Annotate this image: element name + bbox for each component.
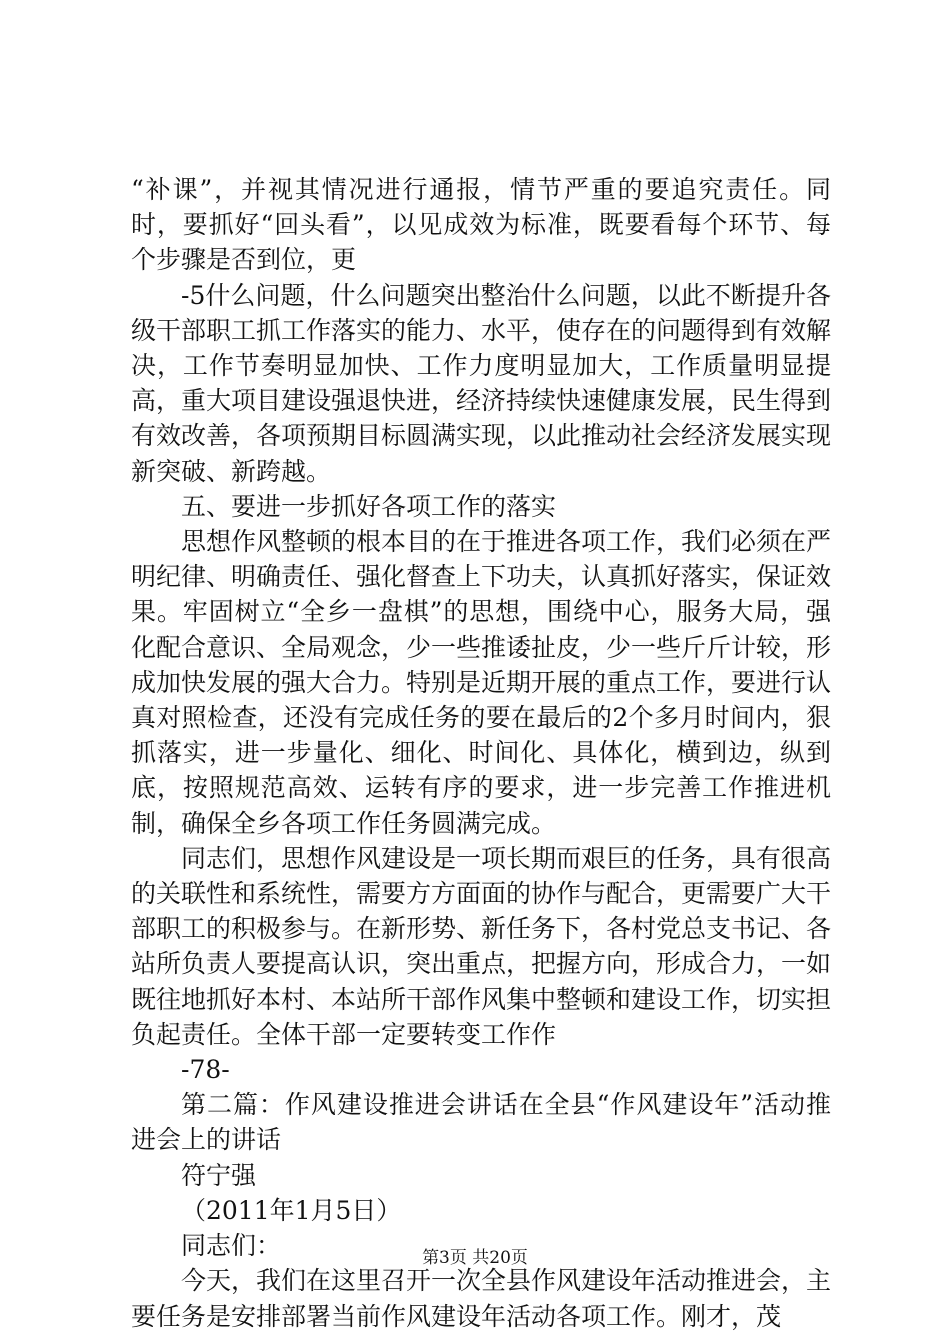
paragraph: 思想作风整顿的根本目的在于推进各项工作，我们必须在严明纪律、明确责任、强化督查上下功夫，认真抓好落实，保证效果。牢固树立“全乡一盘棋”的思想，围绕中心，服务大局，强化配合意识、全局观念，少一些推诿扯皮，少一些斤斤计较，形成加快发展的强大合力。特别是近期开展的重点工作，要进行认真对照检查，还没有完成任务的要在最后的2个多月时间内，狠抓落实，进一步量化、细化、时间化、具体化，横到边，纵到底，按照规范高效、运转有序的要求，进一步完善工作推进机制，确保全乡各项工作任务圆满完成。 [131, 527, 832, 838]
author-name: 符宁强 [181, 1160, 257, 1190]
document-body [131, 172, 831, 1334]
page-number: 第3页 共20页 [422, 1248, 528, 1268]
page-footer [0, 1243, 950, 1268]
article-title: 第二篇：作风建设推进会讲话在全县“作风建设年”活动推进会上的讲话 [131, 1090, 831, 1155]
speech-date: （2011年1月5日） [181, 1195, 402, 1225]
salutation: 同志们： [181, 1231, 282, 1261]
paragraph-fragment: -5什么问题，什么问题突出整治什么问题，以此不断提升各级干部职工抓工作落实的能力、水平，使存在的问题得到有效解决，工作节奏明显加快、工作力度明显加大，工作质量明显提高，重大项目建设强退快进，经济持续快速健康发展，民生得到有效改善，各项预期目标圆满实现，以此推动社会经济发展实现新突破、新跨越。 [131, 280, 832, 486]
section-heading: 五、要进一步抓好各项工作的落实 [181, 491, 557, 521]
inline-page-number: -78- [181, 1055, 230, 1085]
paragraph-continuation: “补课”，并视其情况进行通报，情节严重的要追究责任。同时，要抓好“回头看”，以见成效为标准，既要看每个环节、每个步骤是否到位，更 [131, 175, 831, 275]
paragraph: 今天，我们在这里召开一次全县作风建设年活动推进会，主要任务是安排部署当前作风建设年活动各项工作。刚才，茂 [131, 1266, 832, 1331]
paragraph: 同志们，思想作风建设是一项长期而艰巨的任务，具有很高的关联性和系统性，需要方方面面的协作与配合，更需要广大干部职工的积极参与。在新形势、新任务下，各村党总支书记、各站所负责人要提高认识，突出重点，把握方向，形成合力，一如既往地抓好本村、本站所干部作风集中整顿和建设工作，切实担负起责任。全体干部一定要转变工作作 [131, 843, 832, 1049]
